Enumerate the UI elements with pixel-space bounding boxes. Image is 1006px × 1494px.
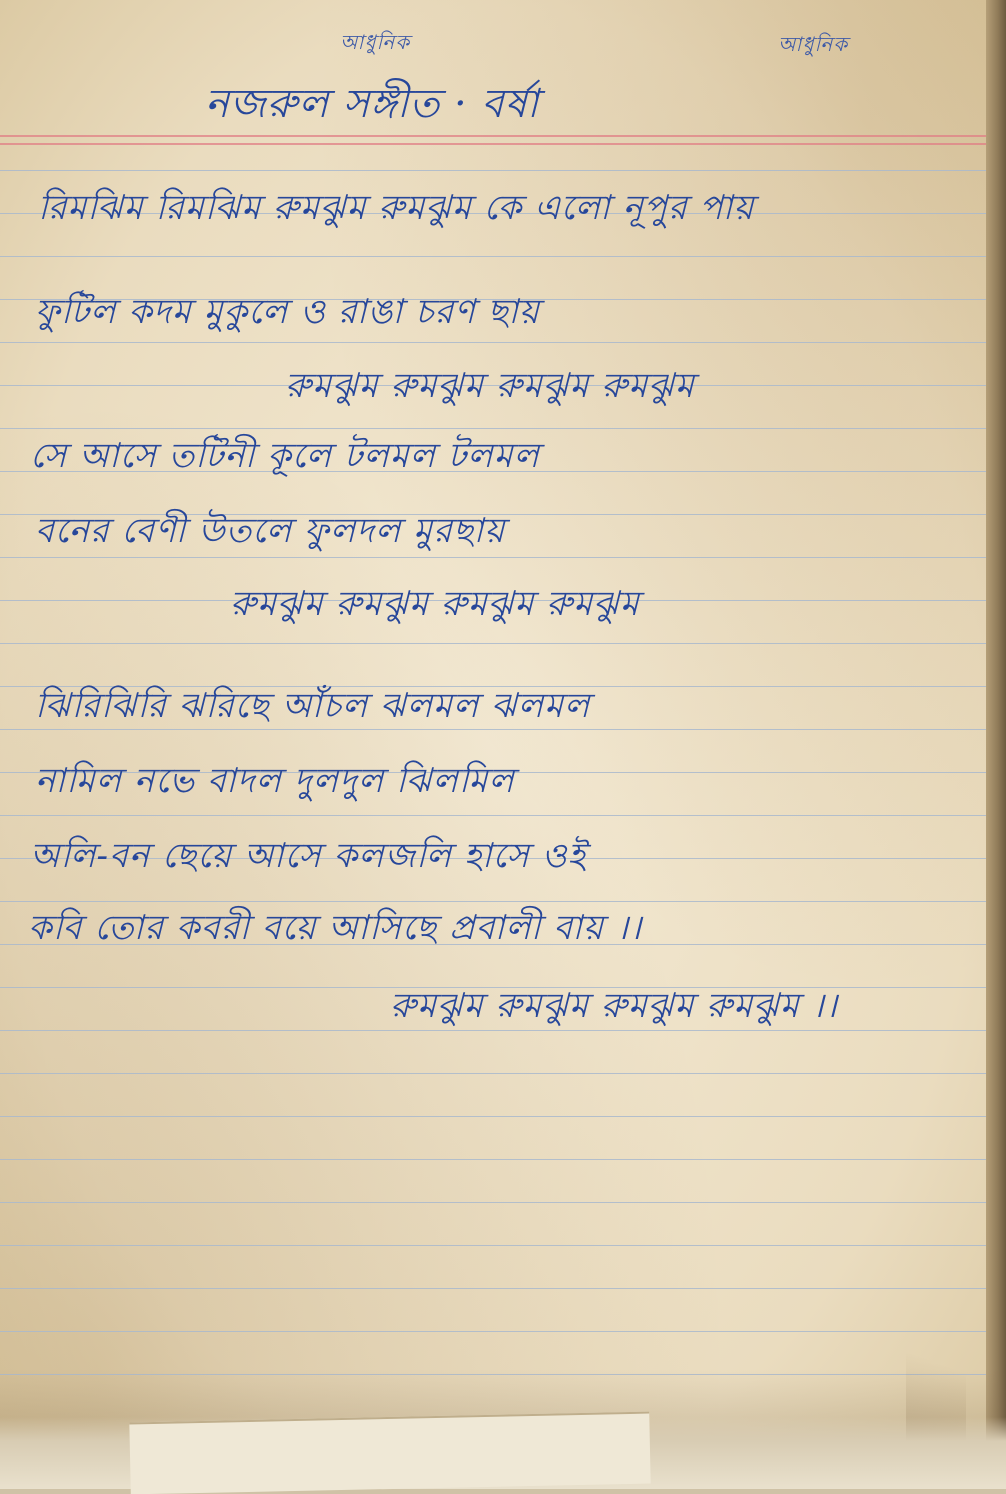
song-line-1: রিমঝিম রিমঝিম রুমঝুম রুমঝুম কে এলো নূপুর পায় [38,188,755,228]
ruled-line [0,1073,986,1074]
ruled-line [0,256,986,257]
ruled-line [0,1202,986,1203]
ruled-line [0,1116,986,1117]
ruled-line [0,1159,986,1160]
song-line-9: অলি-বন ছেয়ে আসে কলজলি হাসে ওই [30,836,587,876]
song-line-8: নামিল নভে বাদল দুলদুল ঝিলমিল [35,761,515,801]
ruled-line [0,1331,986,1332]
song-line-10: কবি তোর কবরী বয়ে আসিছে প্রবালী বায় ।। [28,908,643,948]
ruled-line [0,815,986,816]
song-line-5: বনের বেণী উতলে ফুলদল মুরছায় [35,511,506,551]
notebook-spine-edge [986,0,1006,1489]
ruled-line [0,643,986,644]
song-line-11: রুমঝুম রুমঝুম রুমঝুম রুমঝুম ।। [390,986,838,1026]
margin-line-top [0,135,986,137]
song-line-4: সে আসে তটিনী কূলে টলমল টলমল [30,436,540,476]
header-annotation-left: আধুনিক [340,30,411,54]
song-line-2: ফুটিল কদম মুকুলে ও রাঙা চরণ ছায় [35,292,540,332]
song-line-6: রুমঝুম রুমঝুম রুমঝুম রুমঝুম [230,584,640,624]
margin-line-bottom [0,143,986,145]
header-annotation-right: আধুনিক [778,32,849,56]
ruled-line [0,1288,986,1289]
song-line-7: ঝিরিঝিরি ঝরিছে আঁচল ঝলমল ঝলমল [35,686,591,726]
page-title: নজরুল সঙ্গীত · বর্ষা [205,81,540,127]
ruled-line [0,170,986,171]
ruled-line [0,428,986,429]
ruled-line [0,1245,986,1246]
torn-paper-strip [129,1412,650,1494]
song-line-3: রুমঝুম রুমঝুম রুমঝুম রুমঝুম [285,366,695,406]
